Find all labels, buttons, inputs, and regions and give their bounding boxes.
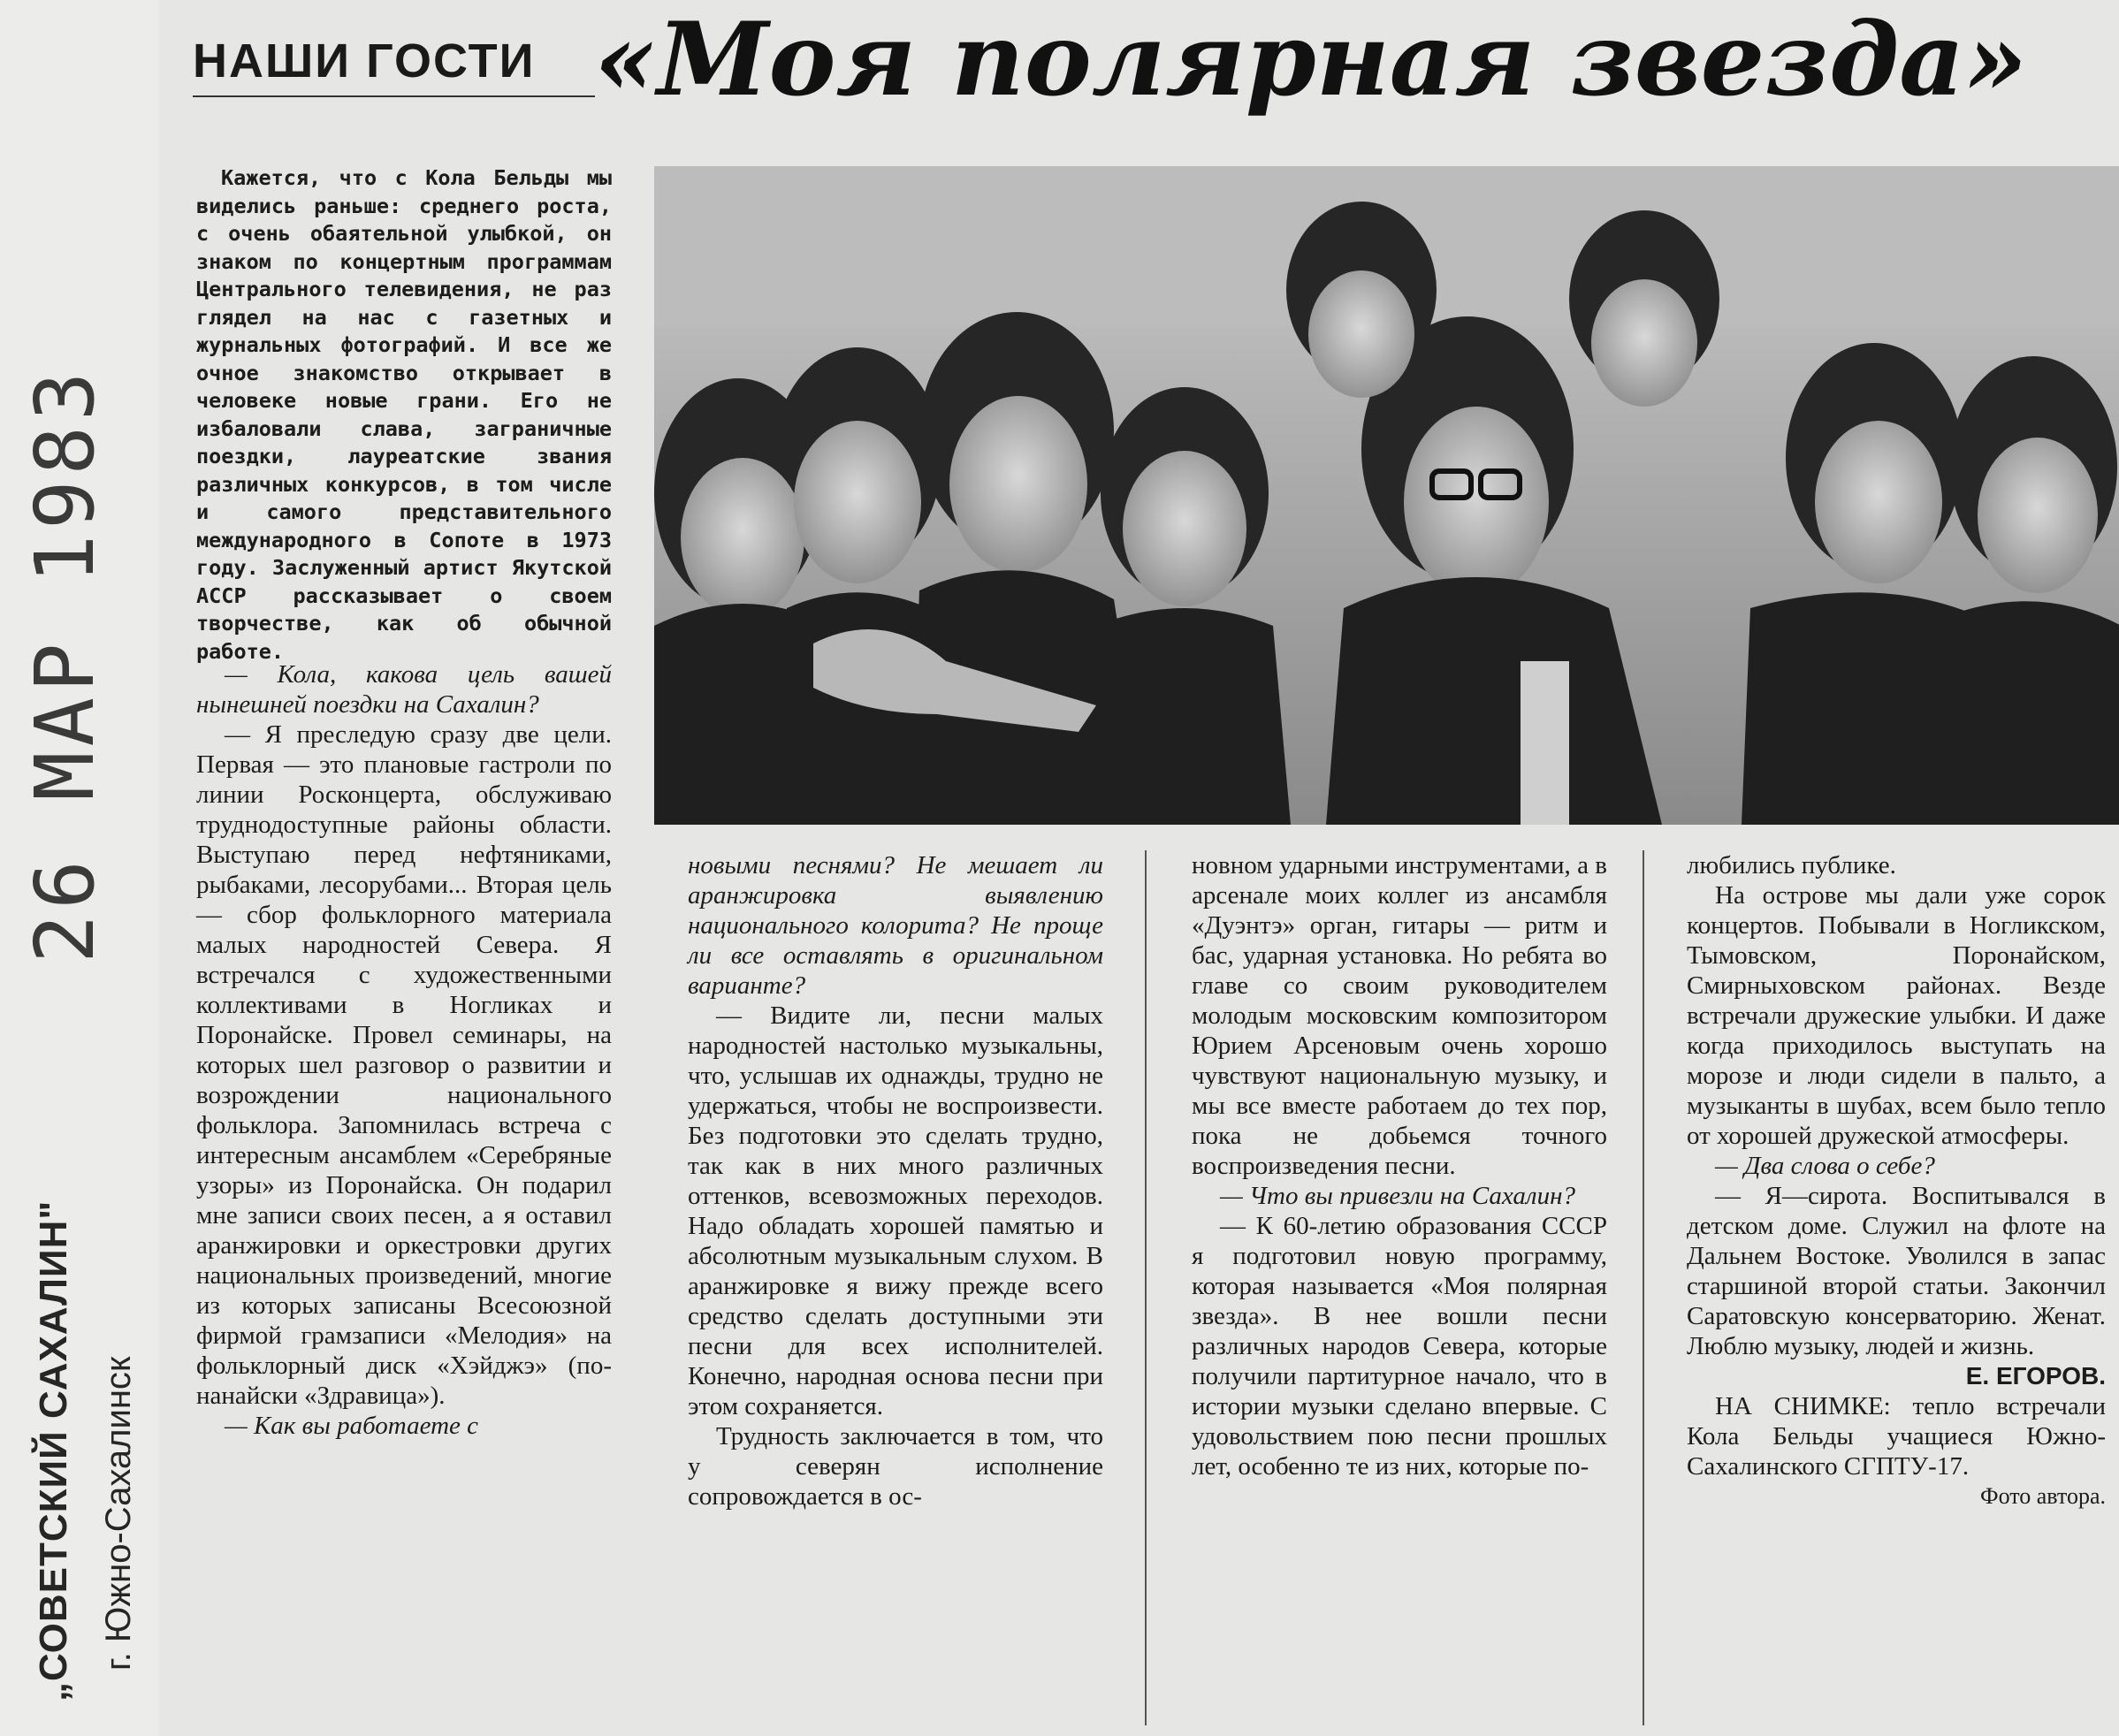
rubric-title: НАШИ ГОСТИ — [193, 34, 595, 97]
photo-image — [654, 166, 2119, 825]
newspaper-city: г. Южно-Сахалинск — [99, 1356, 138, 1671]
article-column-4 — [1687, 850, 2106, 1511]
interview-answer: На острове мы дали уже сорок концертов. Побывали в Ногликском, Тымовском, Поронайском, Смирныховском районах. Везде встречали дружеские улыбки. И даже когда приходилось выступать на морозе и люди сидели в пальто, а музыканты в шубах, всем было тепло от хорошей дружеской атмосферы. — [1687, 881, 2106, 1150]
photo-caption: НА СНИМКЕ: тепло встречали Кола Бельды учащиеся Южно-Сахалинского СГПТУ-17. — [1687, 1392, 2106, 1481]
article-column-3 — [1192, 850, 1607, 1481]
article-photo — [654, 166, 2119, 825]
column-rule — [1145, 850, 1147, 1725]
interview-question: — Кола, какова цель вашей нынешней поездки на Сахалин? — [196, 660, 612, 719]
interview-question: — Два слова о себе? — [1715, 1152, 1935, 1180]
interview-question: — Как вы работаете с — [225, 1412, 479, 1440]
interview-question: новыми песнями? Не мешает ли аранжировка выявлению национального колорита? Не проще ли все оставлять в оригинальном варианте? — [688, 851, 1103, 1000]
author-signature: Е. ЕГОРОВ. — [1965, 1362, 2106, 1390]
interview-answer: — Я преследую сразу две цели. Первая — это плановые гастроли по линии Росконцерта, обслуживаю труднодоступные районы области. Выступаю перед нефтяниками, рыбаками, лесорубами... Вторая цель — сбор фольклорного материала малых народностей Севера. Я встречался с художественными коллективами в Ногликах и Поронайске. Провел семинары, на которых шел разговор о развитии и возрождении национального фольклора. Запомнилась встреча с интересным ансамблем «Серебряные узоры» из Поронайска. Он подарил мне записи своих песен, а я оставил аранжировки и оркестровки других национальных произведений, многие из которых записаны Всесоюзной фирмой грамзаписи «Мелодия» на фольклорный диск «Хэйджэ» (по-нанайски «Здравица»). — [196, 720, 612, 1410]
newspaper-name: „СОВЕТСКИЙ САХАЛИН" — [32, 1199, 75, 1702]
date-stamp: 26 МАР 1983 — [18, 366, 112, 963]
interview-answer: — К 60-летию образования СССР я подготовил новую программу, которая называется «Моя полярная звезда». В нее вошли песни различных народов Севера, которые получили партитурное начало, что в истории музыки сделано впервые. С удовольствием пою песни прошлых лет, особенно те из них, которые по- — [1192, 1212, 1607, 1481]
interview-answer: любились публике. — [1687, 851, 1896, 879]
article-headline: «Моя полярная звезда» — [594, 0, 2028, 118]
photo-credit: Фото автора. — [1980, 1483, 2106, 1509]
interview-answer: — Видите ли, песни малых народностей настолько музыкальны, что, услышав их однажды, трудно не удержаться, чтобы не воспроизвести. Без подготовки это сделать трудно, так как в них много различных оттенков, всевозможных переходов. Надо обладать хорошей памятью и абсолютным музыкальным слухом. В аранжировке я вижу прежде всего средство сделать доступными эти песни для всех исполнителей. Конечно, народная основа песни при этом сохраняется. — [688, 1001, 1103, 1420]
column-rule — [1643, 850, 1644, 1725]
article-column-1 — [196, 659, 612, 1441]
article-lead: Кажется, что с Кола Бельды мы виделись раньше: среднего роста, с очень обаятельной улыбкой, он знаком по концертным программам Центрального телевидения, не раз глядел на нас с газетных и журнальных фотографий. И все же очное знакомство открывает в человеке новые грани. Его не избаловали слава, заграничные поездки, лауреатские звания различных конкурсов, в том числе и самого представительного международного в Сопоте в 1973 году. Заслуженный артист Якутской АССР рассказывает о своем творчестве, как об обычной работе. — [196, 165, 612, 664]
interview-question: — Что вы привезли на Сахалин? — [1220, 1182, 1575, 1210]
article-column-2 — [688, 850, 1103, 1511]
interview-answer: — Я—сирота. Воспитывался в детском доме. Служил на флоте на Дальнем Востоке. Уволился в запас старшиной второй статьи. Закончил Саратовскую консерваторию. Женат. Люблю музыку, людей и жизнь. — [1687, 1182, 2106, 1360]
interview-answer: Трудность заключается в том, что у северян исполнение сопровождается в ос- — [688, 1422, 1103, 1511]
interview-answer: новном ударными инструментами, а в арсенале моих коллег из ансамбля «Дуэнтэ» орган, гитары — ритм и бас, ударная установка. Но ребята во главе со своим руководителем молодым московским композитором Юрием Арсеновым очень хорошо чувствуют национальную музыку, и мы все вместе работаем до тех пор, пока не добьемся точного воспроизведения песни. — [1192, 851, 1607, 1180]
